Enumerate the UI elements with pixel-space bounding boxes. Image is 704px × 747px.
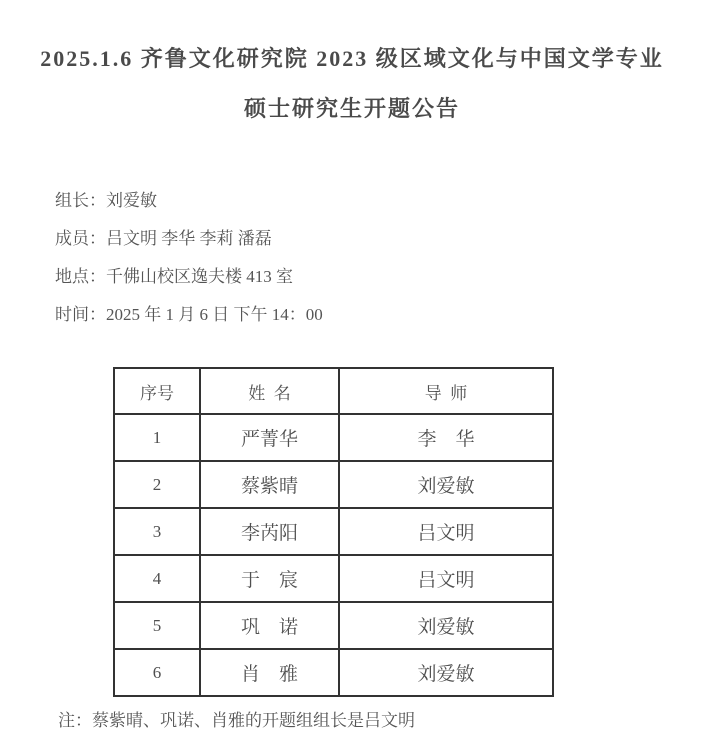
cell-name: 于 宸 [200, 555, 339, 602]
cell-advisor: 李 华 [339, 414, 553, 461]
column-header-index: 序号 [114, 368, 200, 414]
info-members: 成员：吕文明 李华 李莉 潘磊 [55, 229, 272, 248]
cell-name: 肖 雅 [200, 649, 339, 696]
table-row [114, 461, 553, 508]
table-row [114, 649, 553, 696]
cell-index: 5 [114, 602, 200, 649]
table-row [114, 414, 553, 461]
cell-index: 6 [114, 649, 200, 696]
table-row [114, 602, 553, 649]
cell-advisor: 刘爱敏 [339, 461, 553, 508]
document-title [0, 34, 704, 134]
table-header-row [114, 368, 553, 414]
cell-advisor: 刘爱敏 [339, 649, 553, 696]
table-body [114, 414, 553, 696]
footnote: 注：蔡紫晴、巩诺、肖雅的开题组组长是吕文明 [58, 711, 415, 730]
cell-name: 李芮阳 [200, 508, 339, 555]
info-group-leader: 组长：刘爱敏 [55, 191, 157, 210]
cell-index: 4 [114, 555, 200, 602]
cell-advisor: 吕文明 [339, 508, 553, 555]
table-row [114, 508, 553, 555]
defense-schedule-table [113, 367, 554, 697]
cell-name: 巩 诺 [200, 602, 339, 649]
column-header-advisor: 导 师 [339, 368, 553, 414]
cell-index: 1 [114, 414, 200, 461]
cell-index: 2 [114, 461, 200, 508]
table-row [114, 555, 553, 602]
info-location: 地点：千佛山校区逸夫楼 413 室 [55, 267, 293, 286]
cell-advisor: 吕文明 [339, 555, 553, 602]
title-line-2: 硕士研究生开题公告 [243, 96, 460, 121]
column-header-name: 姓 名 [200, 368, 339, 414]
cell-name: 严菁华 [200, 414, 339, 461]
info-time: 时间：2025 年 1 月 6 日 下午 14：00 [55, 305, 323, 324]
cell-index: 3 [114, 508, 200, 555]
info-block [55, 182, 323, 334]
cell-name: 蔡紫晴 [200, 461, 339, 508]
title-line-1: 2025.1.6 齐鲁文化研究院 2023 级区域文化与中国文学专业 [40, 46, 664, 71]
cell-advisor: 刘爱敏 [339, 602, 553, 649]
